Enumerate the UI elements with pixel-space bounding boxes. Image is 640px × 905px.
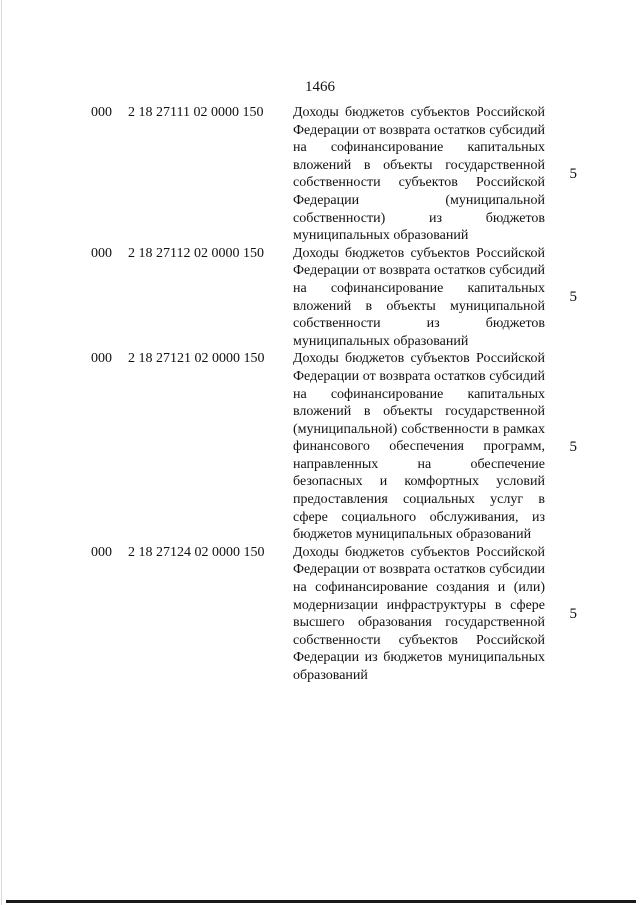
budget-code-cell: 2 18 27111 02 0000 150 (128, 105, 264, 120)
budget-code-cell: 2 18 27121 02 0000 150 (128, 351, 265, 367)
revenue-name-cell: Доходы бюджетов субъектов Российской Федерации от возврата остатков субсидий на софинансирование капитальных вложений в объекты государственной собственности субъектов Российской Федерации (муниципальной собственности) из бюджетов муниципальных образований (293, 105, 545, 244)
norm-percent-cell: 5 (569, 165, 577, 182)
revenue-name-cell: Доходы бюджетов субъектов Российской Федерации от возврата остатков субсидий на софинансирование капитальных вложений в объекты муниципальной собственности из бюджетов муниципальных образований (293, 245, 545, 349)
norm-percent-cell: 5 (569, 605, 577, 622)
admin-code-cell: 000 (91, 105, 112, 120)
table-row (91, 350, 591, 544)
table-row (91, 544, 591, 685)
revenue-name-cell: Доходы бюджетов субъектов Российской Федерации от возврата остатков субсидий на софинансирование капитальных вложений в объекты государственной (муниципальной) собственности в рамках финансового обеспечения программ, направленных на обеспечение безопасных и комфортных условий предоставления социальных услуг в сфере социального обслуживания, из бюджетов муниципальных образований (293, 351, 545, 543)
budget-code-cell: 2 18 27124 02 0000 150 (128, 544, 265, 560)
revenue-name-cell: Доходы бюджетов субъектов Российской Федерации от возврата остатков субсидии на софинансирование создания и (или) модернизации инфраструктуры в сфере высшего образования государственной собственности субъектов Российской Федерации из бюджетов муниципальных образований (293, 544, 545, 683)
table-row (91, 245, 591, 351)
scan-bottom-border (6, 900, 636, 903)
table-row (91, 104, 591, 245)
budget-code-cell: 2 18 27112 02 0000 150 (128, 245, 264, 261)
page-number: 1466 (305, 79, 335, 95)
admin-code-cell: 000 (91, 544, 112, 560)
norm-percent-cell: 5 (569, 438, 577, 455)
admin-code-cell: 000 (91, 245, 112, 261)
norm-percent-cell: 5 (569, 289, 577, 306)
revenue-code-table (91, 104, 591, 685)
admin-code-cell: 000 (91, 351, 112, 367)
scan-edge-line (1, 0, 2, 905)
